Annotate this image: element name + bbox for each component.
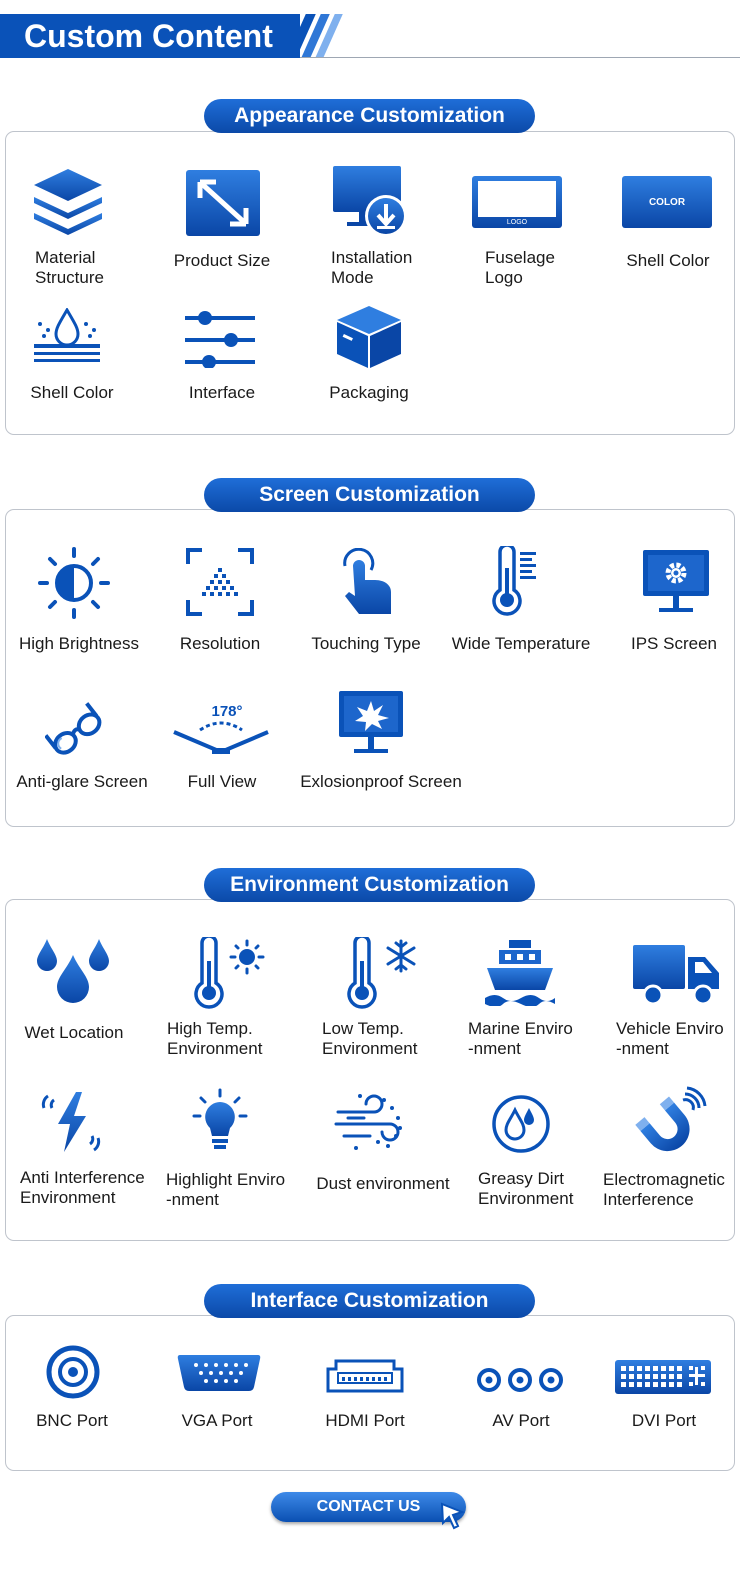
- magnet-icon: [635, 1086, 707, 1156]
- section-title-environment: Environment Customization: [204, 868, 535, 902]
- light-bulb-icon: [190, 1088, 250, 1156]
- item-label: Dust environment: [316, 1174, 450, 1193]
- item-label: Electromagnetic Interference: [603, 1170, 725, 1209]
- item-label: Wide Temperature: [451, 634, 591, 653]
- touch-hand-icon: [337, 548, 395, 616]
- item-label: Full View: [187, 772, 257, 791]
- box-icon: [335, 304, 403, 370]
- view-angle-icon: [172, 700, 270, 756]
- water-drops-icon: [35, 937, 111, 1007]
- item-label: Greasy Dirt Environment: [478, 1169, 574, 1208]
- lightning-icon: [40, 1090, 106, 1156]
- thermometer-snow-icon: [343, 937, 419, 1009]
- item-label: Product Size: [173, 251, 271, 270]
- item-label: High Temp. Environment: [167, 1019, 263, 1058]
- truck-icon: [633, 945, 721, 1007]
- monitor-explosion-icon: [339, 691, 403, 755]
- item-label: Touching Type: [311, 634, 421, 653]
- item-label: Low Temp. Environment: [322, 1019, 418, 1058]
- section-title-screen: Screen Customization: [204, 478, 535, 512]
- item-label: Material Structure: [35, 248, 104, 287]
- color-panel-icon: [622, 176, 712, 228]
- hdmi-port-icon: [326, 1359, 404, 1393]
- thermometer-scale-icon: [488, 546, 540, 616]
- av-port-icon: [476, 1367, 564, 1393]
- item-label: Packaging: [329, 383, 409, 402]
- item-label: Resolution: [179, 634, 261, 653]
- item-label: Interface: [188, 383, 256, 402]
- angle-text: 178°: [211, 703, 243, 720]
- item-label: Anti-glare Screen: [16, 772, 148, 791]
- water-drop-surface-icon: [32, 308, 102, 364]
- item-label: AV Port: [492, 1411, 550, 1430]
- brightness-icon: [38, 547, 110, 619]
- monitor-gear-icon: [643, 550, 709, 614]
- bnc-port-icon: [45, 1344, 101, 1400]
- section-title-appearance: Appearance Customization: [204, 99, 535, 133]
- sliders-icon: [185, 310, 255, 368]
- item-label: BNC Port: [36, 1411, 108, 1430]
- item-label: Marine Enviro -nment: [468, 1019, 573, 1058]
- header-divider: [300, 57, 740, 58]
- section-title-interface: Interface Customization: [204, 1284, 535, 1318]
- resolution-icon: [186, 548, 254, 616]
- item-label: High Brightness: [18, 634, 139, 653]
- logo-text: LOGO: [506, 219, 528, 226]
- resize-icon: [186, 170, 260, 236]
- item-label: Vehicle Enviro -nment: [616, 1019, 724, 1058]
- monitor-download-icon: [333, 166, 409, 238]
- wind-dust-icon: [334, 1090, 406, 1158]
- logo-panel-icon: [472, 176, 562, 228]
- item-label: VGA Port: [181, 1411, 253, 1430]
- item-label: HDMI Port: [325, 1411, 405, 1430]
- item-label: Fuselage Logo: [485, 248, 555, 287]
- item-label: Wet Location: [24, 1023, 124, 1042]
- item-label: Exlosionproof Screen: [300, 772, 462, 791]
- page-title: Custom Content: [24, 18, 273, 54]
- item-label: IPS Screen: [631, 634, 717, 653]
- cursor-arrow-icon: [438, 1500, 466, 1530]
- color-text: COLOR: [648, 197, 686, 208]
- dvi-port-icon: [615, 1360, 711, 1394]
- item-label: DVI Port: [631, 1411, 697, 1430]
- ship-icon: [483, 940, 557, 1006]
- layers-icon: [32, 167, 104, 237]
- glasses-icon: [45, 700, 105, 758]
- oil-drop-icon: [491, 1094, 551, 1154]
- item-label: Shell Color: [30, 383, 114, 402]
- item-label: Highlight Enviro -nment: [166, 1170, 286, 1209]
- thermometer-sun-icon: [190, 937, 268, 1009]
- vga-port-icon: [176, 1353, 262, 1393]
- item-label: Anti Interference Environment: [20, 1168, 145, 1207]
- item-label: Installation Mode: [331, 248, 413, 287]
- item-label: Shell Color: [626, 251, 710, 270]
- contact-us-button[interactable]: CONTACT US: [271, 1492, 466, 1522]
